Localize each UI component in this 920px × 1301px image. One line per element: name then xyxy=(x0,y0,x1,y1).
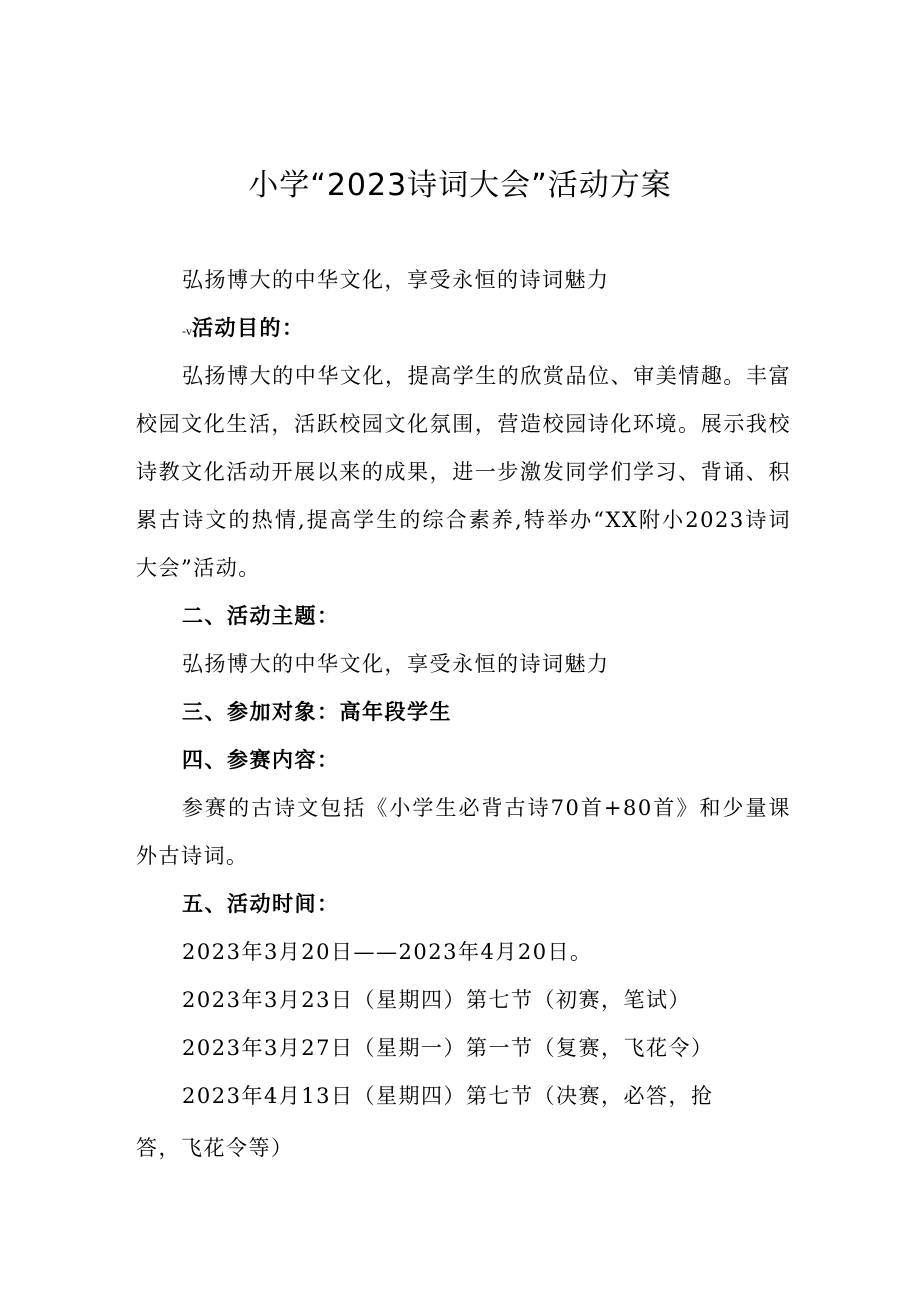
section-theme-heading: 二、活动主题： xyxy=(182,604,340,628)
time-line-4-continuation: 答，飞花令等） xyxy=(136,1136,294,1160)
section-content-body: 参赛的古诗文包括《小学生必背古诗70首+80首》和少量课外古诗词。 xyxy=(136,796,791,868)
time-line-3: 2023年3月27日（星期一）第一节（复赛，飞花令） xyxy=(182,1036,714,1060)
section-purpose-prefix: -v xyxy=(182,324,192,338)
section-purpose-heading xyxy=(182,304,305,355)
section-participants-heading: 三、参加对象：高年段学生 xyxy=(182,700,452,724)
section-purpose-heading-text: 活动目的： xyxy=(192,316,305,340)
section-purpose-body: 弘扬博大的中华文化，提高学生的欣赏品位、审美情趣。丰富校园文化生活，活跃校园文化氛围，营造校园诗化环境。展示我校诗教文化活动开展以来的成果，进一步激发同学们学习、背诵、积累古诗文的热情,提高学生的综合素养,特举办“XX附小2023诗词大会”活动。 xyxy=(136,364,791,580)
document-title: 小学“2023诗词大会”活动方案 xyxy=(248,168,672,203)
section-content-heading: 四、参赛内容： xyxy=(182,748,340,772)
time-line-2: 2023年3月23日（星期四）第七节（初赛，笔试） xyxy=(182,988,692,1012)
time-line-4: 2023年4月13日（星期四）第七节（决赛，必答，抢 xyxy=(182,1084,714,1108)
time-line-1: 2023年3月20日——2023年4月20日。 xyxy=(182,940,593,964)
slogan-text: 弘扬博大的中华文化，享受永恒的诗词魅力 xyxy=(182,268,610,292)
section-theme-body: 弘扬博大的中华文化，享受永恒的诗词魅力 xyxy=(182,652,610,676)
section-time-heading: 五、活动时间： xyxy=(182,892,340,916)
